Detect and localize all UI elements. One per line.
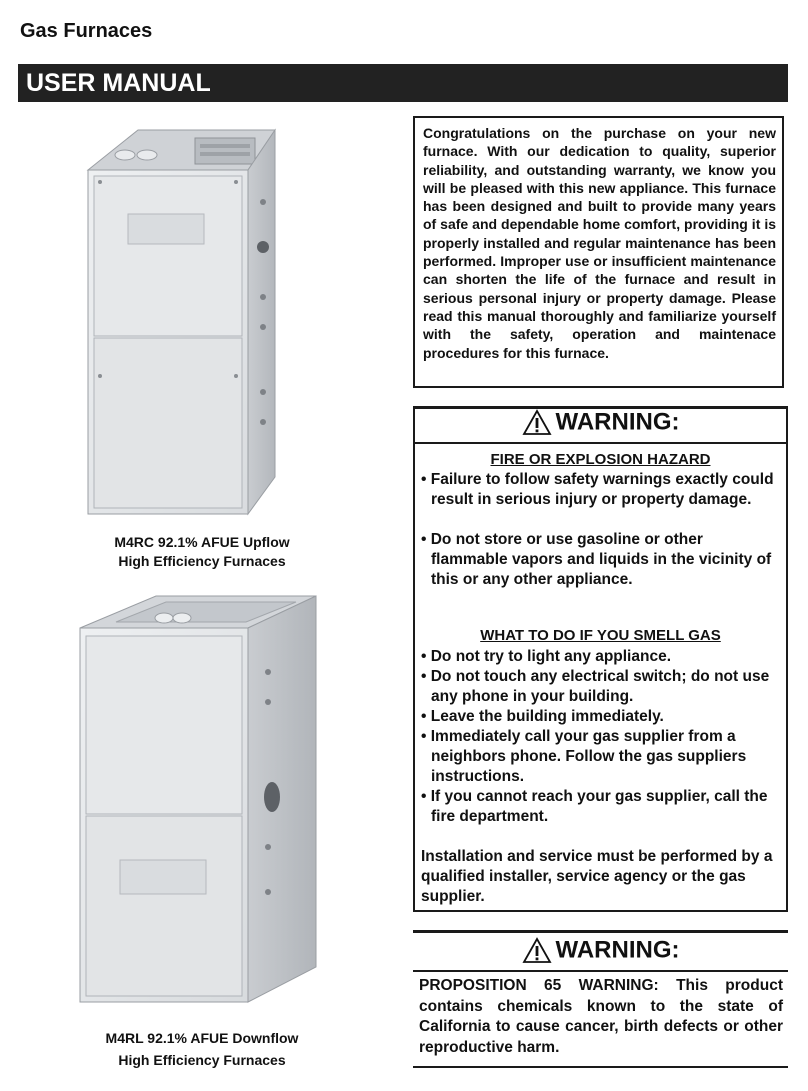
- smell-gas-heading: WHAT TO DO IF YOU SMELL GAS: [480, 627, 721, 644]
- fire-hazard-heading: FIRE OR EXPLOSION HAZARD: [490, 451, 711, 468]
- prop65-text: PROPOSITION 65 WARNING: This product contains chemicals known to the state of California to cause cancer, birth defects or other reproductive harm.: [419, 977, 783, 1056]
- downflow-furnace-image: [76, 592, 321, 1007]
- prop65-bottom-rule: [413, 1066, 788, 1068]
- list-item: • Immediately call your gas supplier from a neighbors phone. Follow the gas suppliers instructions.: [421, 728, 747, 785]
- prop65-warning-header: [413, 936, 788, 972]
- prop65-header-rule: [413, 970, 788, 972]
- installation-notice: Installation and service must be performed by a qualified installer, service agency or the gas supplier.: [421, 848, 773, 905]
- upflow-caption: [60, 533, 344, 571]
- warning-triangle-icon: [522, 409, 552, 436]
- intro-paragraph-box: [413, 116, 784, 388]
- intro-paragraph: Congratulations on the purchase on your new furnace. With our dedication to quality, superior reliability, and outstanding warranty, we know you will be pleased with this new appliance. This furnace has been designed and built to provide many years of safe and dependable home comfort, providing it is properly installed and regular maintenance has been performed. Improper use or insufficient maintenance can shorten the life of the furnace and result in serious personal injury or property damage. Please read this manual thoroughly and familiarize yourself with the safety, operation and maintenace procedures for this furnace.: [423, 125, 776, 361]
- upflow-furnace-image: [80, 122, 280, 517]
- title-bar: [18, 64, 788, 102]
- list-item: • Do not try to light any appliance.: [421, 648, 671, 665]
- fire-warning-title: WARNING:: [555, 408, 680, 436]
- upflow-description: High Efficiency Furnaces: [118, 553, 286, 569]
- upflow-model: M4RC 92.1% AFUE Upflow: [114, 534, 290, 550]
- prop65-top-rule: [413, 930, 788, 933]
- warning-triangle-icon: [522, 937, 552, 964]
- list-item: • Leave the building immediately.: [421, 708, 664, 725]
- list-item: • Failure to follow safety warnings exactly could result in serious injury or property damage.: [421, 471, 774, 508]
- fire-warning-header: [415, 408, 786, 444]
- warning-header-rule: [415, 442, 786, 444]
- prop65-warning-title: WARNING:: [555, 936, 680, 964]
- list-item: • Do not store or use gasoline or other flammable vapors and liquids in the vicinity of this or any other appliance.: [421, 531, 772, 588]
- fire-hazard-list: [421, 470, 778, 590]
- downflow-description: High Efficiency Furnaces: [118, 1052, 286, 1068]
- document-title: USER MANUAL: [26, 69, 211, 97]
- downflow-model: M4RL 92.1% AFUE Downflow: [105, 1030, 299, 1046]
- smell-gas-list: [421, 647, 778, 827]
- downflow-caption: [60, 1027, 344, 1071]
- list-item: • If you cannot reach your gas supplier, call the fire department.: [421, 788, 768, 825]
- fire-warning-box: [413, 408, 788, 912]
- list-item: • Do not touch any electrical switch; do not use any phone in your building.: [421, 668, 770, 705]
- document-category: Gas Furnaces: [20, 20, 153, 42]
